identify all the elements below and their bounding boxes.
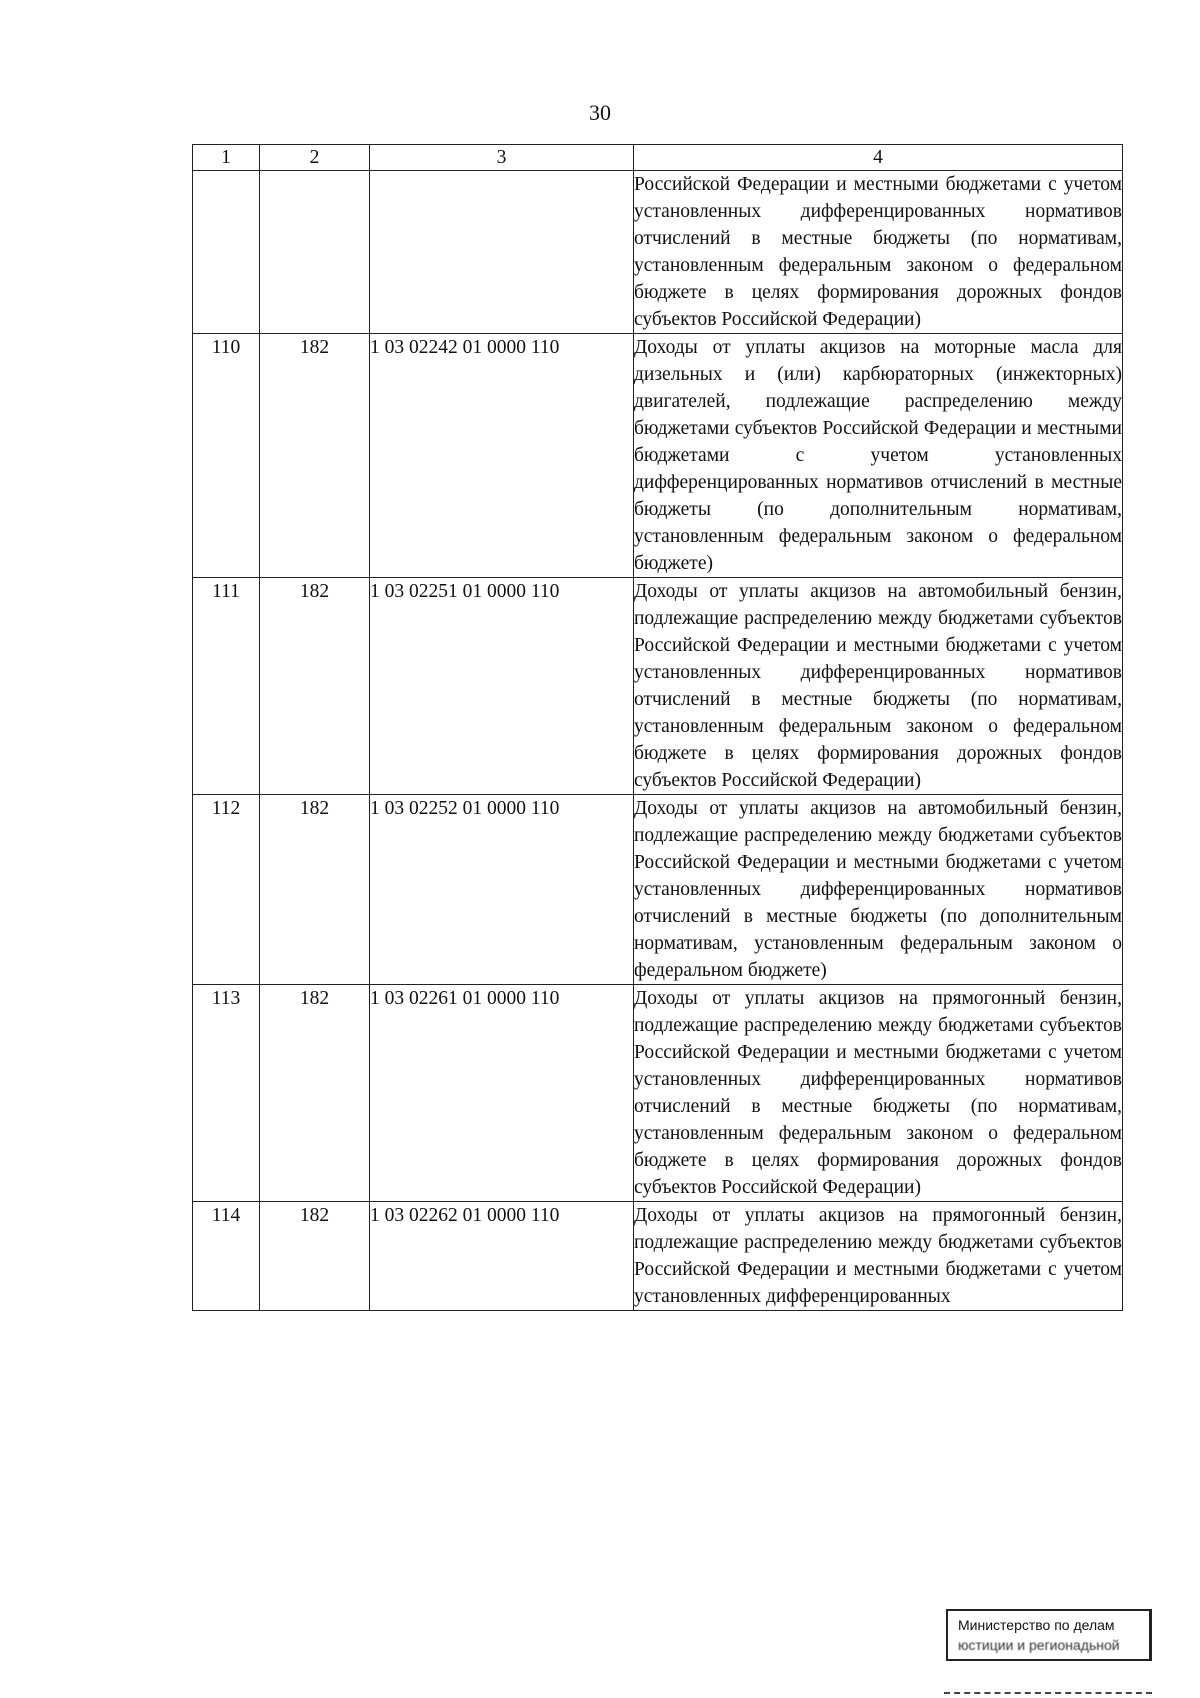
revenue-code-cell: 1 03 02251 01 0000 110 xyxy=(370,578,634,795)
description-cell: Доходы от уплаты акцизов на автомобильный бензин, подлежащие распределению между бюджетами субъектов Российской Федерации и местными бюджетами с учетом установленных дифференцированных нормативов отчислений в местные бюджеты (по дополнительным нормативам, установленным федеральным законом о федеральном бюджете) xyxy=(634,795,1123,985)
table-row-continuation xyxy=(193,171,1123,334)
table-row xyxy=(193,985,1123,1202)
row-number-cell: 111 xyxy=(193,578,260,795)
ministry-stamp xyxy=(946,1609,1152,1661)
table-row xyxy=(193,795,1123,985)
revenue-code-cell xyxy=(370,171,634,334)
column-header-4: 4 xyxy=(634,145,1123,171)
admin-code-cell: 182 xyxy=(260,334,370,578)
admin-code-cell: 182 xyxy=(260,1202,370,1311)
column-header-1: 1 xyxy=(193,145,260,171)
stamp-line-1: Министерство по делам xyxy=(958,1617,1115,1633)
column-header-2: 2 xyxy=(260,145,370,171)
admin-code-cell: 182 xyxy=(260,578,370,795)
column-header-3: 3 xyxy=(370,145,634,171)
admin-code-cell: 182 xyxy=(260,795,370,985)
revenue-code-cell: 1 03 02262 01 0000 110 xyxy=(370,1202,634,1311)
revenue-code-cell: 1 03 02261 01 0000 110 xyxy=(370,985,634,1202)
row-number-cell: 112 xyxy=(193,795,260,985)
description-cell: Доходы от уплаты акцизов на автомобильный бензин, подлежащие распределению между бюджетами субъектов Российской Федерации и местными бюджетами с учетом установленных дифференцированных нормативов отчислений в местные бюджеты (по нормативам, установленным федеральным законом о федеральном бюджете в целях формирования дорожных фондов субъектов Российской Федерации) xyxy=(634,578,1123,795)
table-header-row xyxy=(193,145,1123,171)
row-number-cell: 114 xyxy=(193,1202,260,1311)
description-cell: Доходы от уплаты акцизов на моторные масла для дизельных и (или) карбюраторных (инжекторных) двигателей, подлежащие распределению между бюджетами субъектов Российской Федерации и местными бюджетами с учетом установленных дифференцированных нормативов отчислений в местные бюджеты (по дополнительным нормативам, установленным федеральным законом о федеральном бюджете) xyxy=(634,334,1123,578)
stamp-line-2: юстиции и регионадьной xyxy=(958,1637,1120,1653)
table-row xyxy=(193,334,1123,578)
admin-code-cell xyxy=(260,171,370,334)
stamp-underline xyxy=(944,1692,1152,1694)
revenue-code-cell: 1 03 02252 01 0000 110 xyxy=(370,795,634,985)
description-cell: Российской Федерации и местными бюджетами с учетом установленных дифференцированных нормативов отчислений в местные бюджеты (по нормативам, установленным федеральным законом о федеральном бюджете в целях формирования дорожных фондов субъектов Российской Федерации) xyxy=(634,171,1123,334)
admin-code-cell: 182 xyxy=(260,985,370,1202)
row-number-cell: 113 xyxy=(193,985,260,1202)
page-number: 30 xyxy=(589,100,611,125)
revenue-code-cell: 1 03 02242 01 0000 110 xyxy=(370,334,634,578)
table-row xyxy=(193,1202,1123,1311)
row-number-cell xyxy=(193,171,260,334)
description-cell: Доходы от уплаты акцизов на прямогонный бензин, подлежащие распределению между бюджетами субъектов Российской Федерации и местными бюджетами с учетом установленных дифференцированных xyxy=(634,1202,1123,1311)
table-row xyxy=(193,578,1123,795)
budget-revenue-table xyxy=(192,144,1123,1311)
description-cell: Доходы от уплаты акцизов на прямогонный бензин, подлежащие распределению между бюджетами субъектов Российской Федерации и местными бюджетами с учетом установленных дифференцированных нормативов отчислений в местные бюджеты (по нормативам, установленным федеральным законом о федеральном бюджете в целях формирования дорожных фондов субъектов Российской Федерации) xyxy=(634,985,1123,1202)
row-number-cell: 110 xyxy=(193,334,260,578)
